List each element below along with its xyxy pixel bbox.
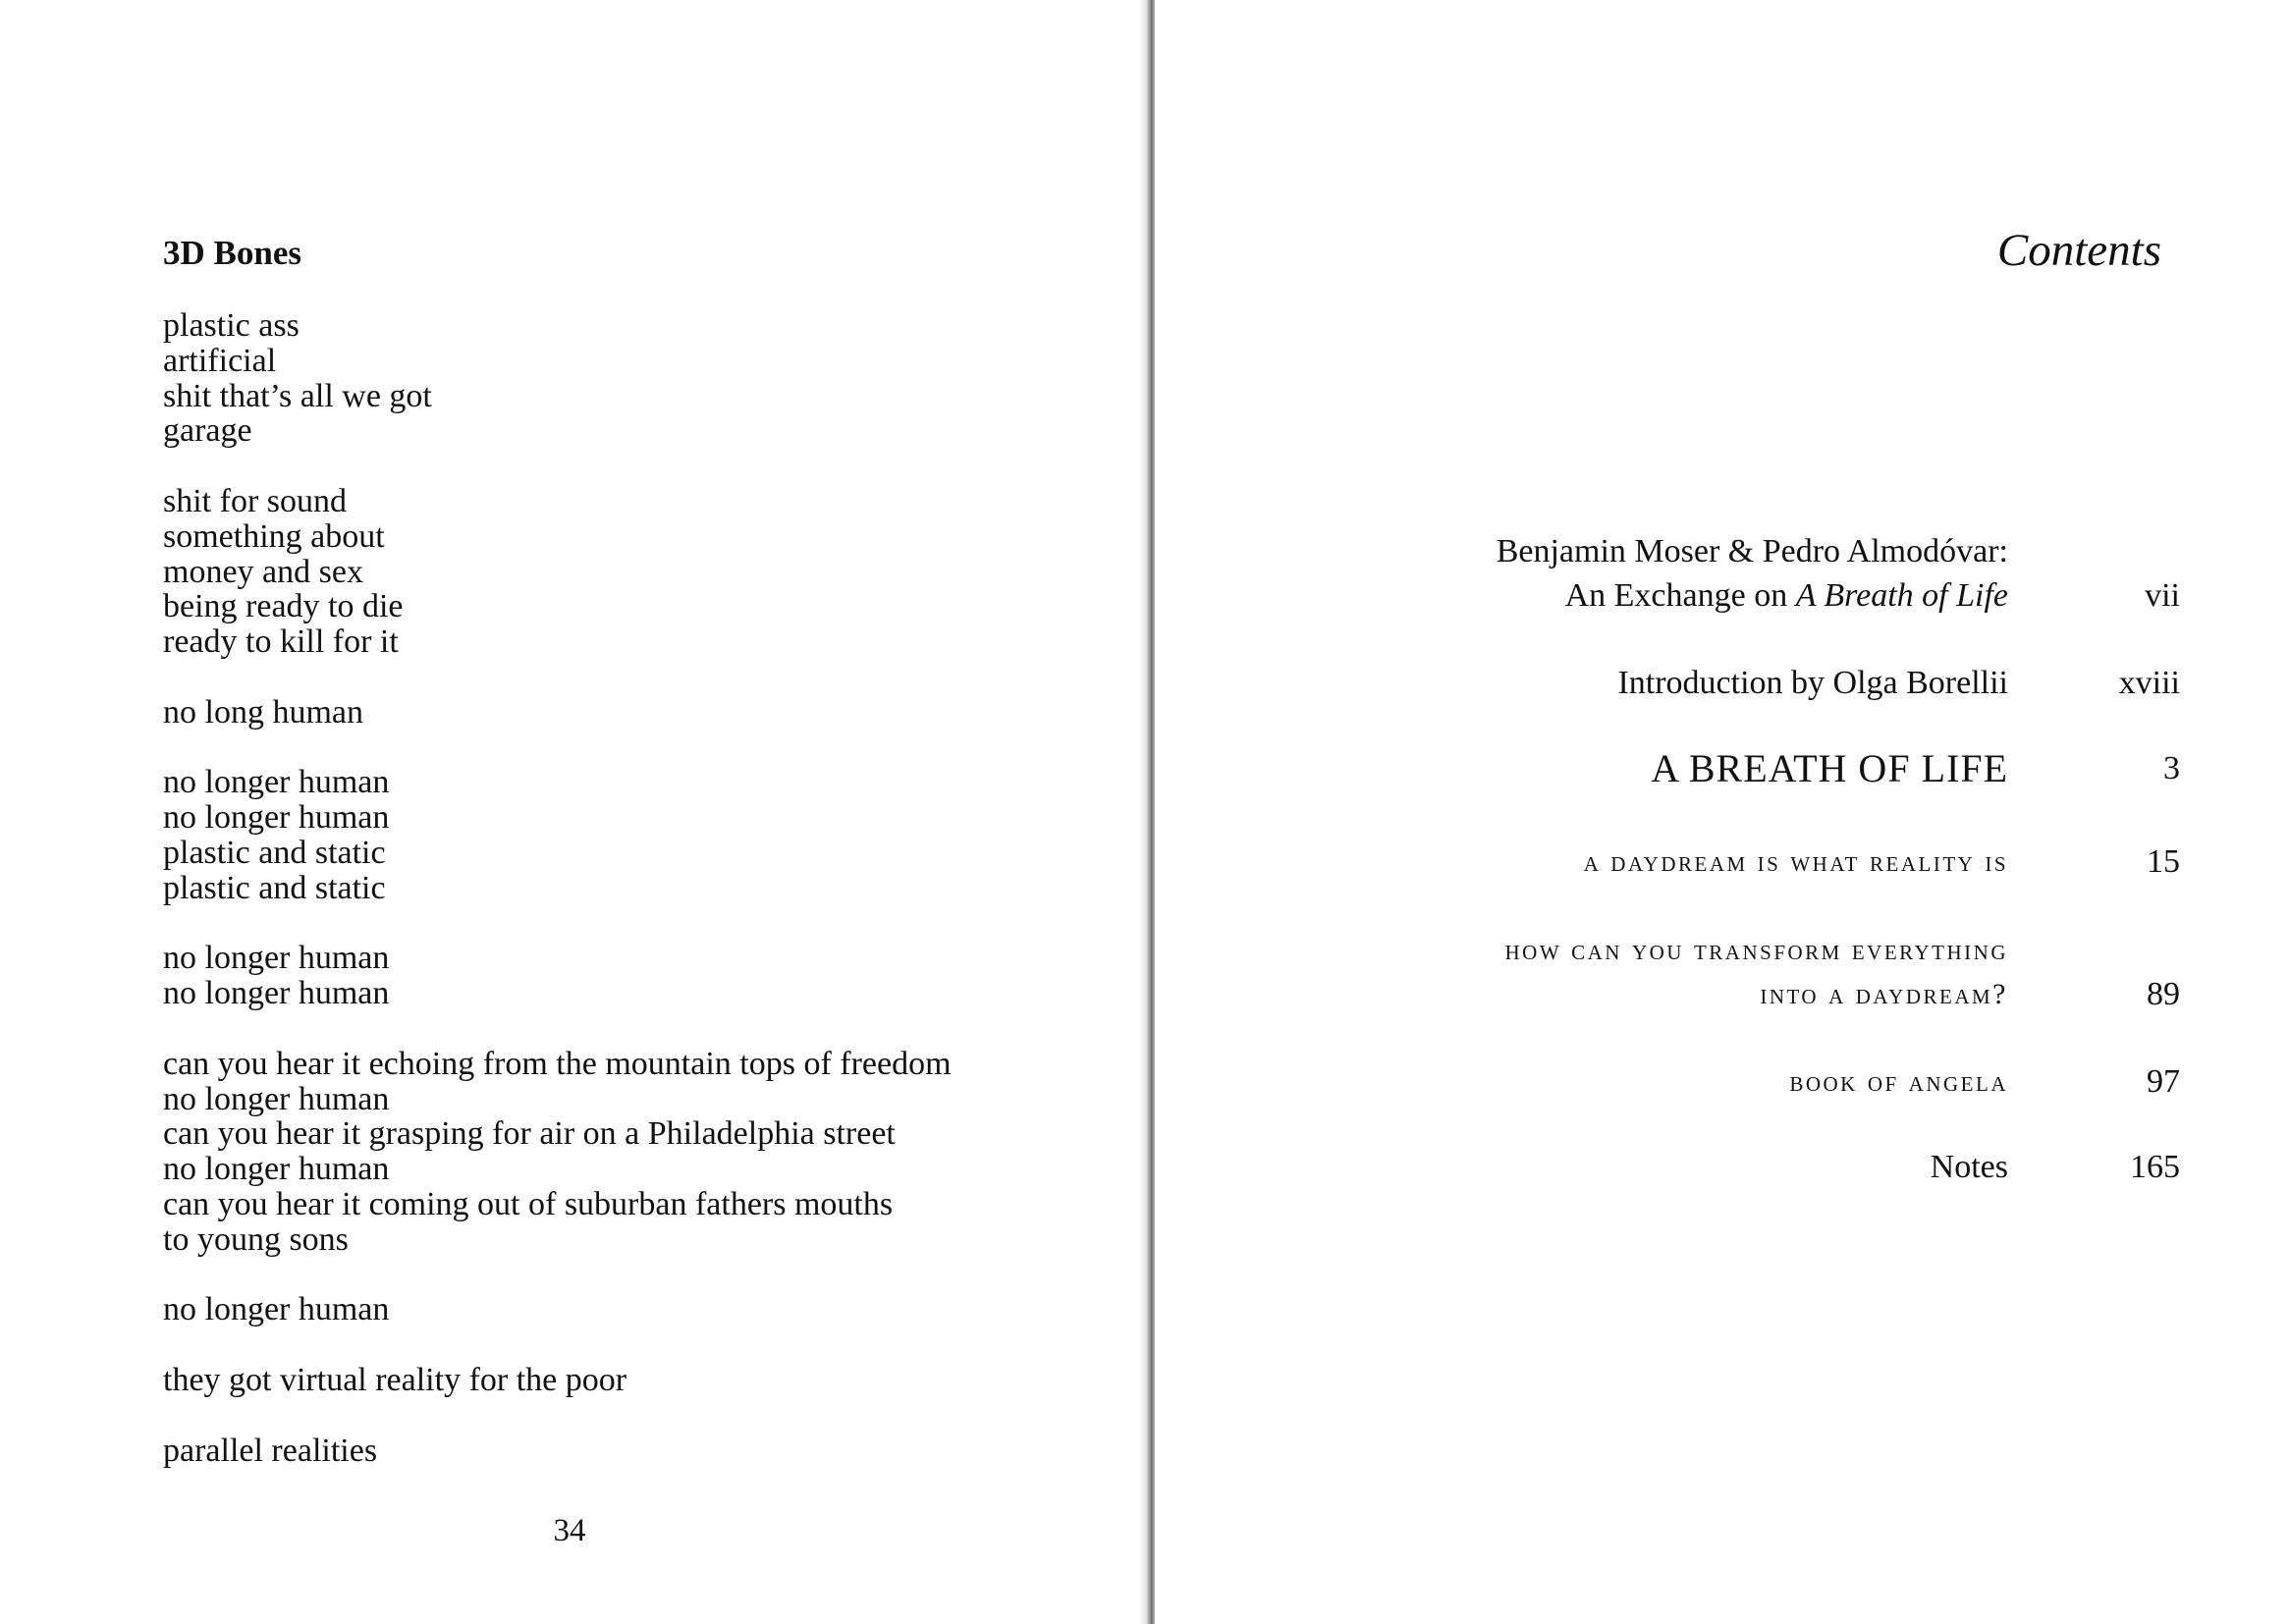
toc-page-number: 3 <box>2163 750 2180 786</box>
poem-line: can you hear it coming out of suburban fathers mouths <box>163 1185 894 1222</box>
poem-line: shit for sound <box>163 482 347 519</box>
toc-page-number: xviii <box>2118 665 2180 701</box>
page-number: 34 <box>553 1513 586 1548</box>
poem-line: no longer human <box>163 1291 390 1328</box>
poem-line: garage <box>163 412 252 450</box>
stanza <box>163 1363 1106 1398</box>
toc-page-number: vii <box>2145 577 2180 614</box>
toc-entry-subtitle-italic: A Breath of Life <box>1795 577 2008 614</box>
toc-entry-title: Benjamin Moser & Pedro Almodóvar: <box>1496 533 2008 569</box>
poem-line: plastic and static <box>163 869 386 906</box>
toc-entry-line <box>1155 571 2289 621</box>
poem-line: no long human <box>163 693 363 731</box>
poem-line: artificial <box>163 342 277 379</box>
right-page <box>1155 0 2289 1624</box>
poem-body <box>163 308 1106 1503</box>
toc-entry-subtitle <box>1565 571 2008 621</box>
toc-entry-title: Notes <box>1930 1149 2008 1185</box>
poem-line: plastic ass <box>163 307 300 344</box>
toc-entry-line <box>1155 970 2289 1019</box>
toc-entry-title: book of angela <box>1789 1065 2008 1098</box>
toc-entry-line <box>1155 1057 2289 1107</box>
toc-page-number: 15 <box>2147 843 2180 880</box>
stanza <box>163 1434 1106 1469</box>
stanza <box>163 1292 1106 1327</box>
toc-page-number: 89 <box>2147 976 2180 1012</box>
stanza <box>163 308 1106 449</box>
poem-line: parallel realities <box>163 1432 378 1469</box>
toc-entry-title: how can you transform everything <box>1504 934 2008 966</box>
toc-page-number: 97 <box>2147 1063 2180 1100</box>
toc-entry-title: Introduction by Olga Borellii <box>1617 665 2008 701</box>
poem-line: no longer human <box>163 940 390 977</box>
stanza <box>163 695 1106 731</box>
toc-entry-title: a daydream is what reality is <box>1583 845 2008 878</box>
poem-line: money and sex <box>163 553 363 590</box>
poem-line: no longer human <box>163 975 390 1012</box>
toc-entry-line <box>1155 926 2289 975</box>
toc-entry-line <box>1155 744 2289 793</box>
poem-title: 3D Bones <box>163 234 301 272</box>
poem-line: plastic and static <box>163 834 386 871</box>
toc-entry-title: A BREATH OF LIFE <box>1651 746 2008 790</box>
toc-page-number: 165 <box>2130 1149 2180 1185</box>
poem-line: can you hear it echoing from the mountain tops of freedom <box>163 1045 952 1082</box>
stanza <box>163 1047 1106 1258</box>
stanza <box>163 941 1106 1011</box>
toc-entry-line <box>1155 659 2289 708</box>
toc-entry-line <box>1155 838 2289 887</box>
toc-entry-line <box>1155 1143 2289 1192</box>
poem-line: shit that’s all we got <box>163 377 432 414</box>
poem-line: no longer human <box>163 1080 390 1117</box>
poem-line: something about <box>163 517 385 555</box>
poem-line: being ready to die <box>163 588 404 625</box>
stanza <box>163 484 1106 660</box>
poem-line: can you hear it grasping for air on a Philadelphia street <box>163 1115 896 1153</box>
poem-line: to young sons <box>163 1220 349 1258</box>
poem-line: ready to kill for it <box>163 623 399 661</box>
stanza <box>163 765 1106 905</box>
toc-entry-subtitle-prefix: An Exchange on <box>1564 577 1796 614</box>
poem-line: no longer human <box>163 764 390 801</box>
toc-entry-line <box>1155 527 2289 576</box>
poem-line: no longer human <box>163 1151 390 1188</box>
poem-line: they got virtual reality for the poor <box>163 1361 627 1398</box>
poem-line: no longer human <box>163 799 390 837</box>
toc-entry-title-continued: into a daydream? <box>1760 978 2008 1010</box>
contents-title: Contents <box>1996 225 2161 276</box>
